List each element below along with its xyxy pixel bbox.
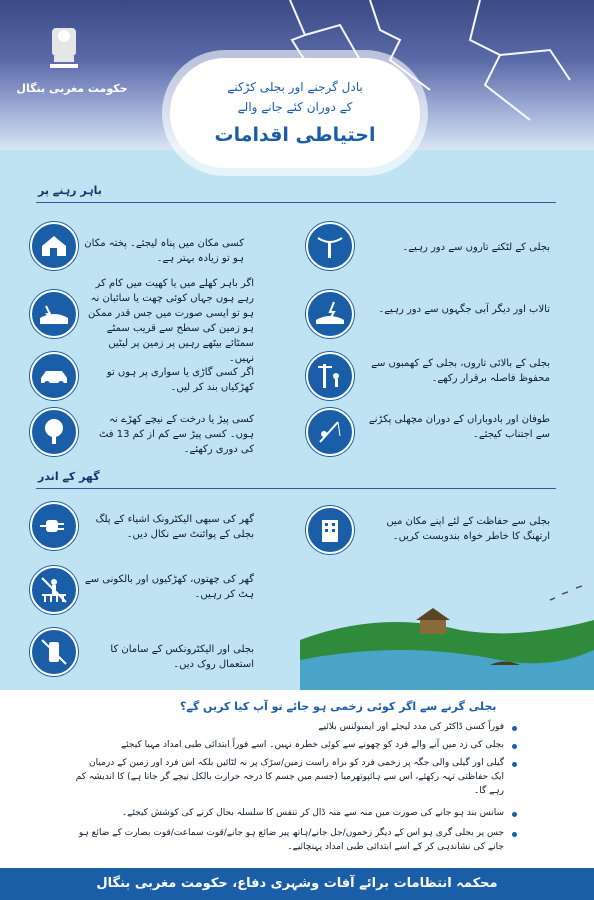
outside-item-poles: بجلی کے بالائی تاروں، بجلی کے کھمبوں سے محفوظ فاصلہ برقرار رکھے۔ (371, 358, 550, 384)
plug-icon (30, 502, 78, 550)
outside-item-wires: بجلی کے لٹکتے تاروں سے دور رہیے۔ (402, 242, 550, 253)
cloud-line-1: بادل گرجنے اور بجلی کڑکنے (227, 80, 363, 94)
pond-icon (306, 290, 354, 338)
bullet-icon (512, 726, 517, 731)
outside-item-water: تالاب اور دیگر آبی جگہوں سے دور رہیے۔ (378, 304, 550, 315)
section-divider (36, 488, 556, 489)
page-title: احتیاطی اقدامات (214, 124, 376, 146)
field-icon (30, 290, 78, 338)
section-title-inside: گھر کے اندر (38, 470, 100, 483)
power-line-icon (306, 222, 354, 270)
outside-item-tree: کسی پیڑ یا درخت کے نیچے کھڑے نہ ہوں۔ کسی پیڑ سے کم از کم 13 فٹ کی دوری رکھئے۔ (98, 414, 254, 455)
bullet-icon (512, 832, 517, 837)
cloud-line-2: کے دوران کئے جانے والے (237, 100, 353, 114)
emblem-icon (44, 20, 84, 75)
bullet-icon (512, 812, 517, 817)
first-aid-title: بجلی گرنے سے اگر کوئی زخمی ہو جائے تو آپ کیا کریں گے؟ (180, 700, 497, 713)
first-aid-item-3: گیلی اور گیلی والی جگہ پر زخمی فرد کو براہ راست زمین/سڑک پر نہ لٹائیں بلکہ اس فرد اور زمین کے درمیان ایک حفاظتی تہہ رکھئے، اس سے ہائپوتھرمیا (جسم میں جسم کا درجہ حرارت بالکل نیچے گر جاتا ہے) کا اندیشہ کم رہے گا۔ (75, 758, 504, 796)
first-aid-item-5: جس پر بجلی گری ہو اس کے دیگر زخموں/جل جانے/ہاتھ پیر ضائع ہو جانے/قوت سماعت/قوت بصارت کے ضائع ہو جانے کی نشاندہی کر کے اسے ابتدائی طبی امداد پہنچائیے۔ (78, 828, 504, 852)
car-icon (30, 352, 78, 400)
tree-icon (30, 408, 78, 456)
inside-item-electronics: بجلی اور الیکٹرونکس کے سامان کا استعمال روک دیں۔ (110, 644, 254, 670)
inside-item-unplug: گھر کی سبھی الیکٹرونک اشیاء کے پلگ بجلی کے پوائنٹ سے نکال دیں۔ (95, 514, 254, 540)
outside-item-shelter: کسی مکان میں پناہ لیجئے۔ پختہ مکان ہو تو زیادہ بہتر ہے۔ (84, 238, 244, 264)
section-title-outside: باہر رہنے پر (38, 184, 102, 197)
fishing-icon (306, 408, 354, 456)
title-cloud (170, 58, 420, 168)
first-aid-item-2: بجلی کی زد میں آنے والے فرد کو چھونے سے کوئی خطرہ نہیں۔ اسے فوراً ابتدائی طبی امداد مہیا کیجئے (120, 740, 504, 750)
section-divider (36, 202, 556, 203)
government-title: حکومت مغربی بنگال (16, 82, 128, 95)
building-icon (306, 506, 354, 554)
first-aid-item-4: سانس بند ہو جانے کی صورت میں منہ سے منہ ڈال کر تنفس کا سلسلہ بحال کرنے کی کوشش کیجئے۔ (121, 808, 504, 818)
bullet-icon (512, 762, 517, 767)
pole-icon (306, 352, 354, 400)
bullet-icon (512, 744, 517, 749)
inside-item-balcony: گھر کی چھتوں، کھڑکیوں اور بالکونی سے ہٹ کر رہیں۔ (84, 574, 254, 600)
phone-off-icon (30, 628, 78, 676)
landscape-illustration (300, 570, 594, 690)
footer-banner: محکمہ انتظامات برائے آفات وشہری دفاع، حکومت مغربی بنگال (0, 868, 594, 900)
outside-item-fishing: طوفان اور بادوباراں کے دوران مچھلی پکڑنے سے اجتناب کیجئے۔ (368, 414, 550, 440)
inside-item-earthing: بجلی سے حفاظت کے لئے اپنے مکان میں ارتھنگ کا خاطر خواہ بندوبست کریں۔ (386, 516, 550, 542)
balcony-icon (30, 566, 78, 614)
outside-item-vehicle: اگر کسی گاڑی یا سواری پر ہوں تو کھڑکیاں بند کر لیں۔ (106, 367, 254, 393)
house-icon (30, 222, 78, 270)
first-aid-item-1: فوراً کسی ڈاکٹر کی مدد لیجئے اور ایمبولنس بلائیے (318, 722, 504, 732)
outside-item-field: اگر باہر کھلے میں یا کھیت میں کام کر رہے ہوں جہاں کوئی چھت یا سائبان نہ ہو تو ایسی صورت میں جس قدر ممکن ہو زمین کی سطح سے قریب سمٹے سمٹائے بیٹھے رہیں پر زمین پر لیٹیں نہیں۔ (88, 278, 254, 364)
